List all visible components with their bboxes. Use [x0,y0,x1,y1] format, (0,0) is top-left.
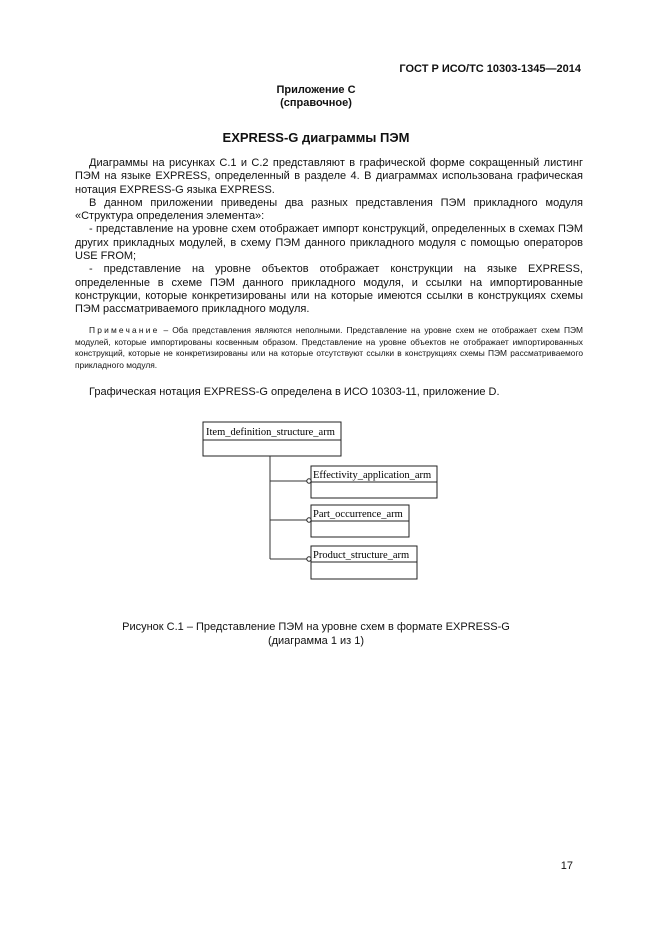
child-entity-label-3: Product_structure_arm [313,550,410,561]
section-title: EXPRESS-G диаграммы ПЭМ [222,130,410,145]
note-label: Примечание [89,325,160,335]
document-header: ГОСТ Р ИСО/ТС 10303-1345—2014 [399,63,581,75]
figure-caption-subtitle: (диаграмма 1 из 1) [267,635,365,647]
root-entity-box [203,422,341,456]
note [75,325,583,371]
body-text [75,157,583,317]
child-entity-box-3 [311,546,417,579]
annex-kind: (справочное) [280,97,352,109]
annex-title: Приложение С [276,84,356,96]
child-entity-box-2 [311,505,409,537]
figure-caption: Рисунок С.1 – Представление ПЭМ на уровне схем в формате EXPRESS-G [122,621,510,633]
root-entity-label: Item_definition_structure_arm [206,427,335,438]
child-entity-label-2: Part_occurrence_arm [313,509,403,520]
page-number: 17 [560,860,573,872]
paragraph-3: - представление на уровне схем отображает импорт конструкций, определенных в схемах ПЭМ других прикладных модулей, в схему ПЭМ данного прикладного модуля с помощью операторов USE FROM; [75,223,583,263]
child-entity-label-1: Effectivity_application_arm [313,470,432,481]
child-entity-box-1 [311,466,437,498]
express-g-diagram [195,416,445,586]
note-text: – Оба представления являются неполными. Представление на уровне схем не отображает схем ПЭМ модулей, которые импортированы косвенным образом. Представление на уровне объектов не отображает импортированных конструкций, которые не конкретизированы или на которые отсутствуют ссылки в конструкциях схемы ПЭМ рассматриваемого прикладного модуля. [75,325,583,370]
paragraph-4: - представление на уровне объектов отображает конструкции на языке EXPRESS, определенные в схеме ПЭМ данного прикладного модуля, и ссылки на импортированные конструкции, которые конкретизированы или на которые имеются ссылки в конструкциях схемы ПЭМ рассматриваемого прикладного модуля. [75,263,583,316]
paragraph-1: Диаграммы на рисунках С.1 и С.2 представляют в графической форме сокращенный листинг ПЭМ на языке EXPRESS, определенный в разделе 4. В диаграммах использована графическая нотация EXPRESS-G языка EXPRESS. [75,157,583,196]
paragraph-2: В данном приложении приведены два разных представления ПЭМ прикладного модуля «Структура определения элемента»: [75,196,583,223]
notation-sentence: Графическая нотация EXPRESS-G определена в ИСО 10303-11, приложение D. [89,386,500,398]
